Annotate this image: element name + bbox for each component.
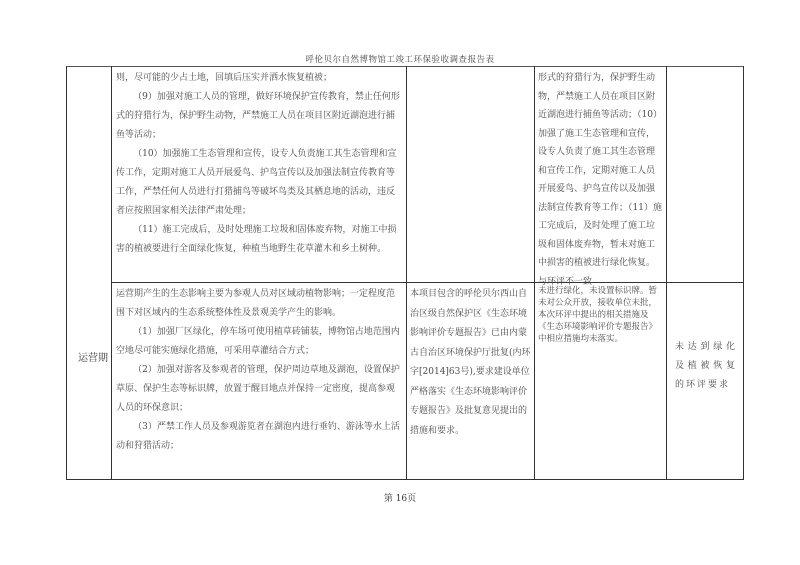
- approval-text: 本项目包含的呼伦贝尔西山自治区级自然保护区《生态环境影响评价专题报告》已由内蒙古自治区环境保护厅批复(内环字[2014]63号),要求建设单位严格落实《生态环境影响评价专题报告》及批复意见提出的措施和要求。: [410, 289, 531, 436]
- measure-text: （10）加强施工生态管理和宣传，设专人负责施工其生态管理和宣传工作，定期对施工人员开展爱鸟、护鸟宣传以及加强法制宣传教育等工作，严禁任何人员进行打猎捕鸟等破坏鸟类及其栖息地的活动，违反者应按照国家相关法律严肃处理；: [116, 149, 397, 216]
- measure-text: （9）加强对施工人员的管理，做好环境保护宣传教育，禁止任何形式的狩猎行为，保护野生动物，严禁施工人员在项目区附近湖泡进行捕鱼等活动；: [116, 92, 400, 140]
- report-header-title: 呼伦贝尔自然博物馆工竣工环保验收调查报告表: [305, 55, 495, 65]
- measure-text: 运营期产生的生态影响主要为参观人员对区域动植物影响；一定程度范围下对区域内的生态系统整体性及景观美学产生的影响。: [116, 289, 396, 318]
- measure-text: （3）严禁工作人员及参观游览者在湖泡内进行垂钓、游泳等水上活动和狩猎活动；: [116, 422, 400, 451]
- table-column-divider: [666, 66, 667, 480]
- construction-status-cell: [538, 69, 662, 287]
- operation-measures-cell: [116, 285, 402, 477]
- measure-text: 则，尽可能的少占土地，回填后压实并洒水恢复植被；: [116, 73, 333, 83]
- status-text: 形式的狩猎行为，保护野生动物，严禁施工人员在项目区附近湖泡进行捕鱼等活动；（10）加强了施工生态管理和宣传，设专人负责了施工其生态管理和宣传工作，定期对施工人员开展爱鸟、护鸟宣传以及加强法制宣传教育等工作；（11）施工完成后，及时处理了施工垃圾和固体废弃物，暂未对施工中损害的植被进行绿化恢复。与环评不一致: [538, 73, 662, 287]
- table-column-divider: [534, 66, 535, 480]
- table-border-right: [743, 66, 744, 480]
- measure-text: （11）施工完成后，及时处理施工垃圾和固体废弃物，对施工中损害的植被要进行全面绿化恢复，种植当地野生花草灌木和乡土树种。: [116, 225, 397, 254]
- phase-label-operation: 运营期: [78, 353, 108, 364]
- operation-approval-cell: [410, 285, 531, 477]
- table-column-divider: [406, 66, 407, 480]
- page-number: 第 16页: [383, 494, 417, 504]
- report-table: [66, 66, 744, 480]
- operation-result-cell: 未达到绿化及植被恢复的环评要求: [675, 342, 737, 390]
- construction-measures-cell: [116, 69, 402, 281]
- measure-text: （2）加强对游客及参观者的管理，保护周边草地及湖泡，设置保护草原、保护生态等标识牌，放置于醒目地点并保持一定密度，提高参观人员的环保意识；: [116, 365, 400, 413]
- status-text: 未进行绿化，未设置标识牌。暂未对公众开放，接收单位未批，本次环评中提出的相关措施及《生态环境影响评价专题报告》中相应措施均未落实。: [538, 286, 658, 344]
- measure-text: （1）加强厂区绿化，停车场可使用植草砖铺装，博物馆占地范围内空地尽可能实施绿化措施，可采用草灌结合方式；: [116, 327, 400, 356]
- table-border-bottom: [66, 479, 744, 480]
- table-border-left: [66, 66, 67, 480]
- operation-status-cell: [538, 285, 662, 477]
- table-column-divider: [111, 66, 112, 480]
